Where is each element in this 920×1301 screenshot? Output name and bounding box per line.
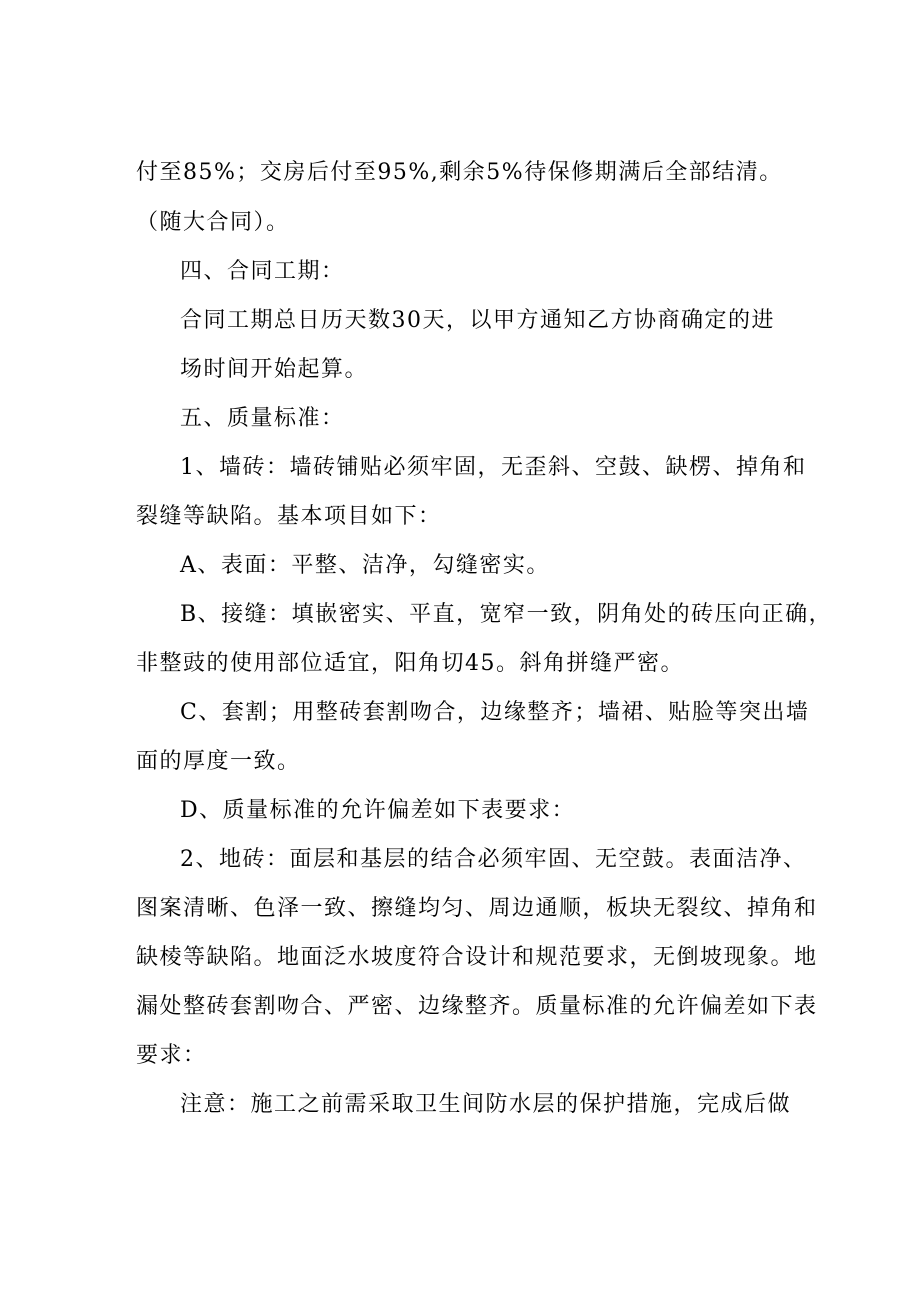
paragraph-line-wall-tile-defects: 裂缝等缺陷。基本项目如下： [136, 504, 442, 529]
paragraph-line-item-a-surface: A、表面：平整、洁净，勾缝密实。 [180, 553, 550, 578]
paragraph-line-with-main-contract: （随大合同）。 [136, 210, 290, 235]
paragraph-line-item-c-cutting: C、套割；用整砖套割吻合，边缘整齐；墙裙、贴脸等突出墙 [180, 700, 810, 725]
paragraph-line-payment-terms: 付至85%；交房后付至95%,剩余5%待保修期满后全部结清。 [136, 160, 783, 185]
section-heading-quality-standard: 五、质量标准： [180, 406, 345, 431]
paragraph-line-period-start: 场时间开始起算。 [180, 357, 369, 382]
paragraph-line-floor-tile-pattern: 图案清晰、色泽一致、擦缝均匀、周边通顺，板块无裂纹、掉角和 [136, 896, 818, 921]
paragraph-line-item-b-joint: B、接缝：填嵌密实、平直，宽窄一致，阴角处的砖压向正确， [180, 602, 833, 627]
paragraph-line-floor-tile: 2、地砖：面层和基层的结合必须牢固、无空鼓。表面洁净、 [180, 847, 807, 872]
paragraph-line-item-d-deviation: D、质量标准的允许偏差如下表要求： [180, 798, 576, 823]
paragraph-line-period-days: 合同工期总日历天数30天，以甲方通知乙方协商确定的进 [180, 308, 775, 333]
section-heading-contract-period: 四、合同工期： [180, 259, 345, 284]
paragraph-line-requirement: 要求： [136, 1043, 207, 1068]
paragraph-line-floor-drain: 漏处整砖套割吻合、严密、边缘整齐。质量标准的允许偏差如下表 [136, 994, 818, 1019]
paragraph-line-item-c-continued: 面的厚度一致。 [136, 749, 301, 774]
paragraph-line-floor-tile-slope: 缺棱等缺陷。地面泛水坡度符合设计和规范要求，无倒坡现象。地 [136, 945, 818, 970]
paragraph-line-wall-tile: 1、墙砖：墙砖铺贴必须牢固，无歪斜、空鼓、缺楞、掉角和 [180, 455, 807, 480]
paragraph-line-note: 注意：施工之前需采取卫生间防水层的保护措施，完成后做 [180, 1092, 792, 1117]
paragraph-line-item-b-continued: 非整豉的使用部位适宜，阳角切45。斜角拼缝严密。 [136, 651, 684, 676]
